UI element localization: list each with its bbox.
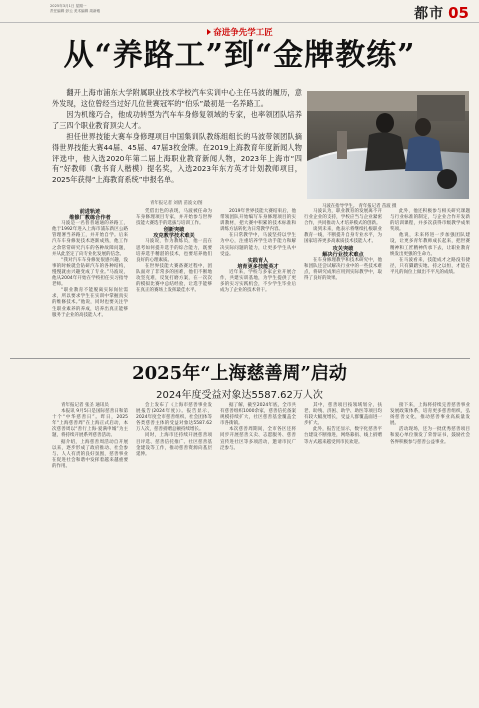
body-column: [220, 209, 296, 294]
body-paragraph: 活动现场，还为一批优秀慈善项目和爱心单位颁发了荣誉证书，鼓励社会各界积极参与慈善公益事业。: [390, 427, 470, 445]
lede-paragraph: 担任世界技能大赛车身修理项目中国集训队教练组组长的马波带领团队摘得世界技能大赛44届、45届、47届3枚金牌。在2019上海教育年度新闻人物评选中，他入选2020年第二届上海职业教育新闻人物，2023年上海市“四有”好教师（教书育人楷模）提名奖，入选2023年东方英才计划教师项目，2025年获得“上海教育系统”申报名单。: [52, 132, 302, 184]
body-column: [390, 403, 470, 446]
photo-caption: 马波在指导学生。 青年报记者 苗波 摄: [322, 204, 397, 209]
subheading: 前进轨迹: [79, 209, 101, 215]
body-paragraph: 本次慈善周期间，全市各区还将同步开展慈善义卖、志愿服务、慈善宣传进社区等多项活动，邀请市民广泛参与。: [220, 427, 296, 451]
section-divider: [10, 358, 470, 359]
body-column: [52, 403, 128, 470]
body-paragraph: 2019年世界技能大赛结束后，他带领团队开始编写车身修理项目的实训教材，把大赛中积累的技术标准和训练方法转化为日常教学内容。: [220, 209, 296, 233]
body-paragraph: 他说，未来将进一步加强团队建设，让更多青年教师成长起来，把世赛精神和工匠精神传承下去，让职业教育焕发出更强的生命力。: [390, 233, 470, 257]
body-column: [136, 209, 212, 294]
body-paragraph: 据了解，截至2024年底，全市共有慈善组织1000余家，慈善信托备案规模持续扩大，社区慈善基金覆盖全市各街镇。: [220, 403, 296, 427]
body-paragraph: 其中，慈善项目按领域划分，扶老、助残、济困、助学、助医等项目均有较大幅度增长，受益人群覆盖面进一步扩大。: [304, 403, 382, 427]
story1-byline: 青年报记者 刘倩 苗波文/图: [150, 201, 203, 206]
subheading: 维修厂教练合作者: [69, 215, 111, 222]
body-column: [136, 403, 212, 458]
body-paragraph: “我对汽车车身修复很感兴趣，没事的时候就会钻研汽车的各种结构，慢慢就由兴趣变成了专业。”马波说，他从2004年开始在学校担任实习指导老师。: [52, 257, 128, 288]
body-paragraph: 谈到未来，他表示将继续扎根职业教育一线，不断提升自身专业水平，为国家培养更多高素质技术技能人才。: [304, 227, 382, 245]
subheading: 攻关突破: [332, 245, 354, 252]
header-meta: [50, 4, 100, 13]
photo-illustration: [307, 91, 469, 199]
story1-photo: [307, 91, 469, 199]
body-paragraph: 本报讯 9月5日是国际慈善日和第十个“中华慈善日”。昨日，2025年“上海慈善周”在上海正式启动，本次慈善周以“善行上海·爱满申城”为主题，将持续开展系列慈善活动。: [52, 409, 128, 439]
lede-paragraph: 翻开上海市浦东大学附属职业技术学校汽车实训中心主任马波的履历，意外发现，这位曾经当过好几位世赛冠军的“伯乐”最初是一名养路工。: [52, 88, 302, 108]
story2-subhead: 2024年度受益对象达5587.62万人次: [156, 390, 323, 401]
section-name: 都市: [414, 6, 445, 22]
triangle-icon: [207, 29, 211, 35]
body-column: [390, 209, 470, 276]
body-paragraph: “职业教育不能脱离实际岗位需求，所以要求学生在实训中掌握真实的维修技术。”他说，同时也要关注学生职业素养的养成，培养出真正能够服务于企业的高技能人才。: [52, 288, 128, 318]
body-paragraph: 青年报记者 张圣 通讯员: [61, 403, 109, 408]
body-paragraph: 凭借出色的表现，马波被任命为车身修理项目专家，并开始参与世界技能大赛选手的选拔与培训工作。: [136, 209, 212, 227]
body-paragraph: 在日常教学中，马波坚持以学生为中心，注重培养学生动手能力和解决实际问题的能力，让更多学生从中受益。: [220, 233, 296, 257]
lede-paragraph: 因为机缘巧合，他成功转型为汽车车身修复领域的专家，也率领团队培养了三四个职业教育顶尖人才。: [52, 110, 302, 130]
header-editor: 责任编辑 彭云 美术编辑 周新雅: [50, 8, 101, 13]
subheading: 创新突破: [163, 227, 185, 234]
body-paragraph: 此外，他还积极参与相关研究课题与行业标准的制定，与企业合作开发新的培训课程，并多次获得市级教学成果奖项。: [390, 209, 470, 233]
story1-headline: 从“养路工”到“金牌教练”: [63, 38, 416, 73]
page-header: [0, 0, 479, 23]
subheading: 攻克教学技术难关: [153, 233, 195, 240]
column-tag-text: 奋进争先学工匠: [213, 28, 273, 38]
body-paragraph: 马波是一名普普通通的养路工，他于1992年进入上海市浦东新区公路管理署当养路工，并开始自学。后来汽车车身修复技术逐渐成熟，他工作之余常常研究汽车的各种故障问题，并从此坚定了向专业化发展的信念。: [52, 221, 128, 257]
body-paragraph: 此外，报告还显示，数字化慈善平台建设不断推进，网络募捐、线上捐赠等方式越来越受到市民欢迎。: [304, 427, 382, 445]
body-paragraph: 在世界技能大赛备赛过程中，团队面对了非常多的困难，他们不断地攻坚克难，反复打磨方案，在一次次的模拟比赛中总结经验，让选手能够在真正的赛场上发挥最佳水平。: [136, 263, 212, 294]
body-paragraph: 据介绍，上海慈善周活动自开展以来，逐步形成了政府推动、社会参与、人人有责的良好氛围，慈善事业在促进社会和谐中发挥着越来越重要的作用。: [52, 439, 128, 469]
column-tag: [180, 27, 300, 37]
subheading: 实践育人: [247, 257, 269, 264]
story1-lede: [52, 88, 302, 186]
header-date: 2025年3月1日 星期一: [50, 4, 87, 8]
subheading: 培育更多技能英才: [237, 263, 279, 270]
body-paragraph: 马波说，作为教练员，他一直在思考如何提升选手的综合能力，既要培养选手精湛的技术，也要培养他们良好的心理素质。: [136, 239, 212, 263]
body-paragraph: 在车身修理教学和技术研究中，他和团队还尝试解决行业中的一些技术难点，将研究成果应用到实际教学中，取得了良好的效果。: [304, 257, 382, 282]
body-paragraph: 马波认为，职业教育的发展离不开行业企业的支持，学校应当与企业紧密合作，共同推动人才培养模式的创新。: [304, 209, 382, 227]
body-paragraph: 接下来，上海将持续完善慈善事业发展政策体系，培育更多慈善组织，弘扬慈善文化，推动慈善事业高质量发展。: [390, 403, 470, 427]
section-label: [414, 3, 469, 23]
body-column: [52, 209, 128, 319]
body-paragraph: 会上发布了《上海市慈善事业发展报告(2024年度)》。报告显示，2024年度全市慈善组织、社会团体等各类慈善主体的受益对象达5587.62万人次，慈善捐赠总额持续增长。: [136, 403, 212, 433]
body-paragraph: 在马波看来，技能成才之路没有捷径，只有脚踏实地、持之以恒，才能在平凡的岗位上做出不平凡的成绩。: [390, 257, 470, 275]
story2-headline: 2025年“上海慈善周”启动: [132, 363, 347, 384]
body-column: [304, 209, 382, 282]
subheading: 解决行业技术难点: [322, 251, 364, 258]
page-number: 05: [448, 4, 469, 22]
body-column: [220, 403, 296, 452]
body-paragraph: 近年来，学校与多家企业开展合作，共建实训基地，为学生提供了更多的实习实践机会，不少学生毕业后成为了企业的技术骨干。: [220, 269, 296, 294]
body-column: [304, 403, 382, 446]
body-paragraph: 同时，上海市还持续开展慈善项目评选、慈善信托推广、社区慈善基金建设等工作，推动慈善资源向基层延伸。: [136, 433, 212, 457]
